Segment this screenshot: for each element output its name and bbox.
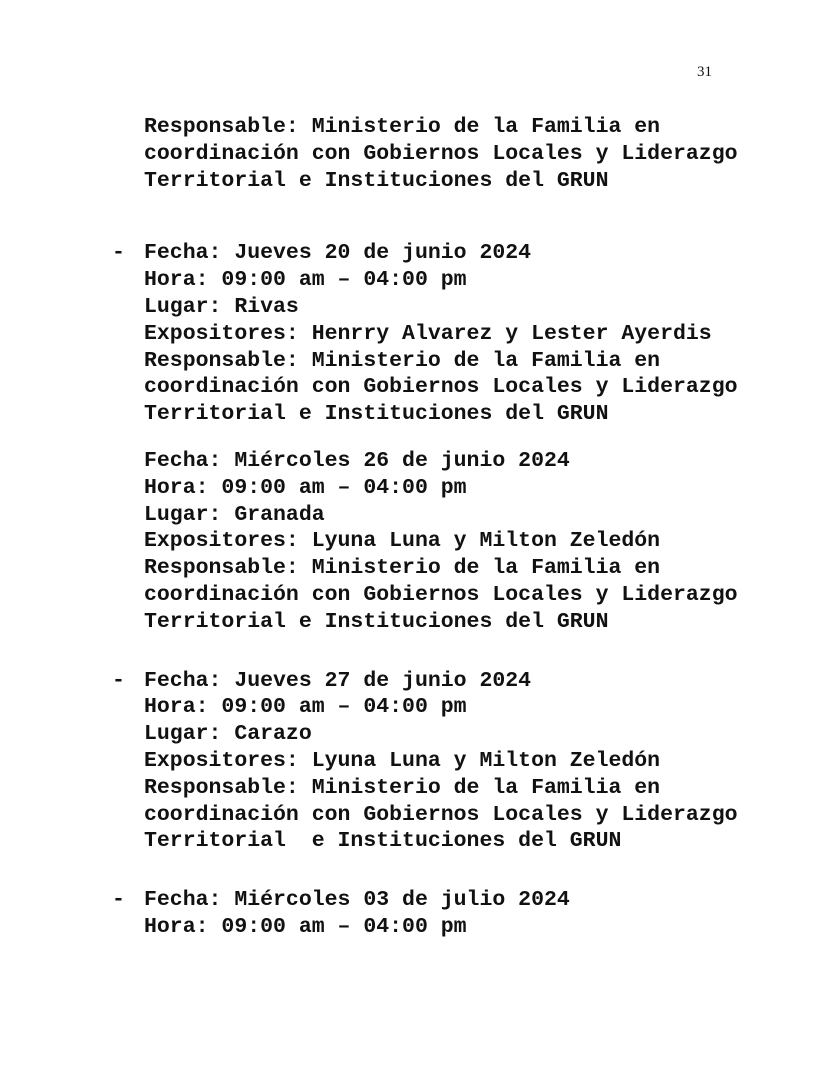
event-block-rivas — [112, 240, 752, 428]
event-responsible: Responsable: Ministerio de la Familia en — [144, 348, 661, 373]
event-block-julio — [112, 887, 752, 941]
text-line: Responsable: Ministerio de la Familia en — [144, 115, 661, 139]
event-block-carazo — [112, 668, 752, 856]
event-place: Lugar: Rivas — [144, 294, 299, 319]
event-date: Fecha: Miércoles 26 de junio 2024 — [144, 448, 570, 473]
event-time: Hora: 09:00 am – 04:00 pm — [144, 475, 467, 500]
event-responsible-cont: coordinación con Gobiernos Locales y Liderazgo — [144, 375, 738, 400]
event-speakers: Expositores: Lyuna Luna y Milton Zeledón — [144, 748, 661, 773]
list-dash: - — [112, 668, 125, 693]
event-speakers: Expositores: Henrry Alvarez y Lester Ayerdis — [144, 321, 712, 346]
event-block-intro — [112, 114, 752, 194]
event-date: Fecha: Jueves 27 de junio 2024 — [144, 668, 532, 693]
page-number: 31 — [697, 64, 712, 80]
list-dash: - — [112, 241, 125, 266]
text-line: Territorial e Instituciones del GRUN — [144, 168, 609, 193]
list-dash: - — [112, 888, 125, 913]
event-responsible-cont: coordinación con Gobiernos Locales y Liderazgo — [144, 802, 738, 827]
event-responsible: Responsable: Ministerio de la Familia en — [144, 556, 661, 581]
event-responsible-cont: Territorial e Instituciones del GRUN — [144, 829, 622, 854]
event-responsible: Responsable: Ministerio de la Familia en — [144, 775, 661, 800]
event-time: Hora: 09:00 am – 04:00 pm — [144, 914, 467, 939]
event-speakers: Expositores: Lyuna Luna y Milton Zeledón — [144, 529, 661, 554]
event-date: Fecha: Miércoles 03 de julio 2024 — [144, 888, 570, 913]
event-date: Fecha: Jueves 20 de junio 2024 — [144, 241, 532, 266]
event-time: Hora: 09:00 am – 04:00 pm — [144, 268, 467, 293]
event-time: Hora: 09:00 am – 04:00 pm — [144, 695, 467, 720]
event-place: Lugar: Granada — [144, 502, 325, 527]
event-block-granada — [112, 448, 752, 636]
document-body — [112, 114, 752, 941]
text-line: coordinación con Gobiernos Locales y Liderazgo — [144, 141, 738, 166]
event-responsible-cont: Territorial e Instituciones del GRUN — [144, 609, 609, 634]
event-place: Lugar: Carazo — [144, 722, 312, 747]
event-responsible-cont: coordinación con Gobiernos Locales y Liderazgo — [144, 582, 738, 607]
event-responsible-cont: Territorial e Instituciones del GRUN — [144, 402, 609, 427]
